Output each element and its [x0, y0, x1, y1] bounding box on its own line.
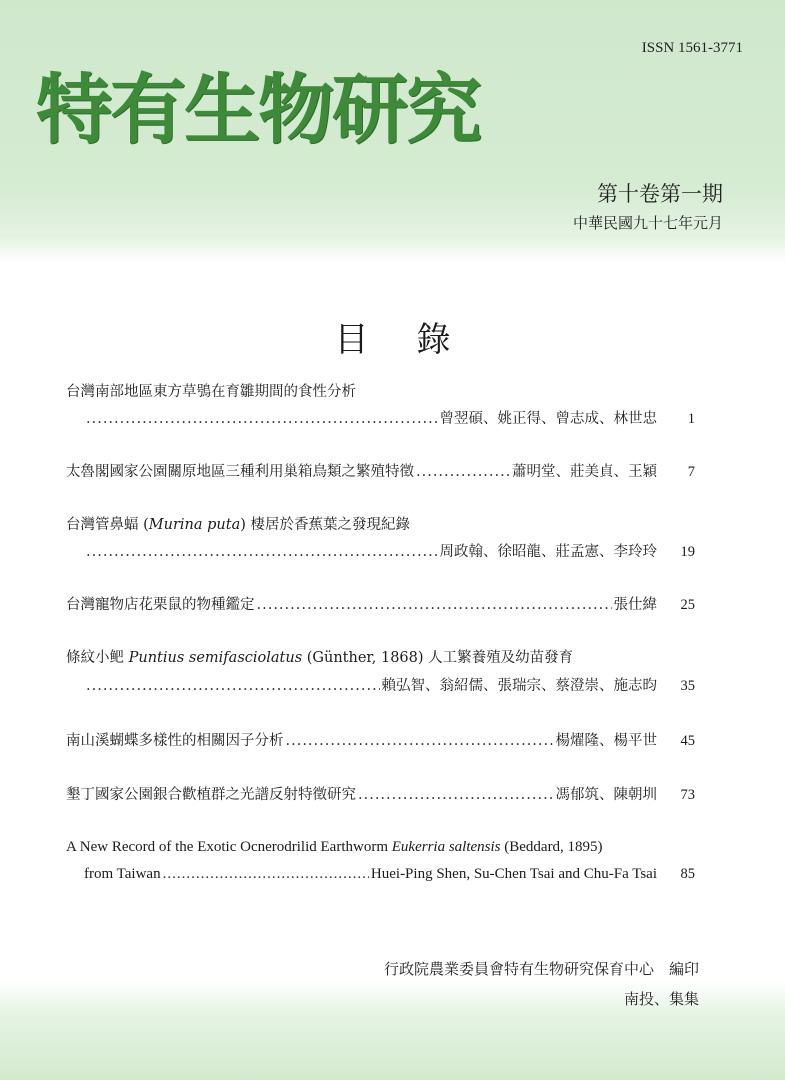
entry-title: 南山溪蝴蝶多樣性的相關因子分析	[66, 733, 284, 749]
entry-title	[66, 648, 573, 668]
entry-title	[66, 515, 410, 535]
entry-title-part: ) 棲居於香蕉葉之發現紀錄	[240, 517, 410, 533]
entry-leader-row	[84, 542, 657, 562]
entry-authors: 張仕緯	[613, 597, 657, 613]
dot-leader	[358, 785, 554, 805]
publisher: 行政院農業委員會特有生物研究保育中心 編印	[383, 960, 699, 978]
entry-title: 台灣南部地區東方草鴞在育雛期間的食性分析	[66, 384, 356, 400]
journal-title: 特有生物研究	[36, 65, 480, 154]
dot-leader	[257, 595, 612, 615]
entry-leader-row	[84, 409, 657, 429]
entry-title: 台灣寵物店花栗鼠的物種鑑定	[66, 597, 255, 613]
entry-authors: 楊燿隆、楊平世	[555, 733, 657, 749]
entry-title-part: (Beddard, 1895)	[500, 839, 603, 855]
entry-page: 73	[680, 787, 695, 803]
entry-leader-row	[66, 785, 657, 805]
entry-leader-row	[66, 595, 657, 615]
entry-title-part: 台灣管鼻蝠 (	[66, 517, 149, 533]
entry-authors: Huei-Ping Shen, Su-Chen Tsai and Chu-Fa Tsai	[370, 866, 657, 882]
entry-page: 85	[680, 866, 695, 882]
dot-leader	[86, 676, 380, 696]
dot-leader	[86, 542, 438, 562]
entry-leader-row	[84, 676, 657, 696]
entry-page: 45	[680, 733, 695, 749]
publication-place: 南投、集集	[623, 990, 699, 1008]
entry-page: 35	[680, 678, 695, 694]
issn-number: ISSN 1561-3771	[641, 40, 743, 56]
dot-leader	[163, 864, 369, 884]
entry-title: 墾丁國家公園銀合歡植群之光譜反射特徵研究	[66, 787, 356, 803]
dot-leader	[286, 731, 554, 751]
entry-title-line2: from Taiwan	[84, 866, 161, 882]
entry-authors: 周政翰、徐昭龍、莊孟憲、李玲玲	[439, 544, 657, 560]
entry-page: 1	[687, 411, 695, 427]
entry-leader-row	[84, 864, 657, 884]
entry-authors: 賴弘智、翁紹儒、張瑞宗、蔡澄崇、施志昀	[381, 678, 657, 694]
entry-authors: 馮郁筑、陳朝圳	[555, 787, 657, 803]
species-name: Eukerria saltensis	[391, 839, 501, 855]
species-name: Murina puta	[148, 517, 241, 533]
table-of-contents-heading: 目錄	[334, 320, 499, 360]
entry-page: 19	[680, 544, 695, 560]
entry-title: 太魯閣國家公園關原地區三種利用巢箱鳥類之繁殖特徵	[66, 464, 414, 480]
species-name: Puntius semifasciolatus	[128, 650, 303, 666]
entry-title-part: A New Record of the Exotic Ocnerodrilid Earthworm	[66, 839, 392, 855]
entry-leader-row	[66, 462, 657, 482]
entry-page: 7	[687, 464, 695, 480]
entry-authors: 蕭明堂、莊美貞、王穎	[512, 464, 657, 480]
entry-title	[66, 837, 603, 857]
entry-title-part: 條紋小鲃	[66, 650, 129, 666]
entry-title-part: (Günther, 1868) 人工繁養殖及幼苗發育	[302, 650, 574, 666]
entry-leader-row	[66, 731, 657, 751]
entry-authors: 曾翌碩、姚正得、曾志成、林世忠	[439, 411, 657, 427]
dot-leader	[416, 462, 510, 482]
entry-page: 25	[680, 597, 695, 613]
publication-date: 中華民國九十七年元月	[572, 214, 723, 232]
dot-leader	[86, 409, 438, 429]
volume-issue: 第十卷第一期	[597, 182, 723, 206]
